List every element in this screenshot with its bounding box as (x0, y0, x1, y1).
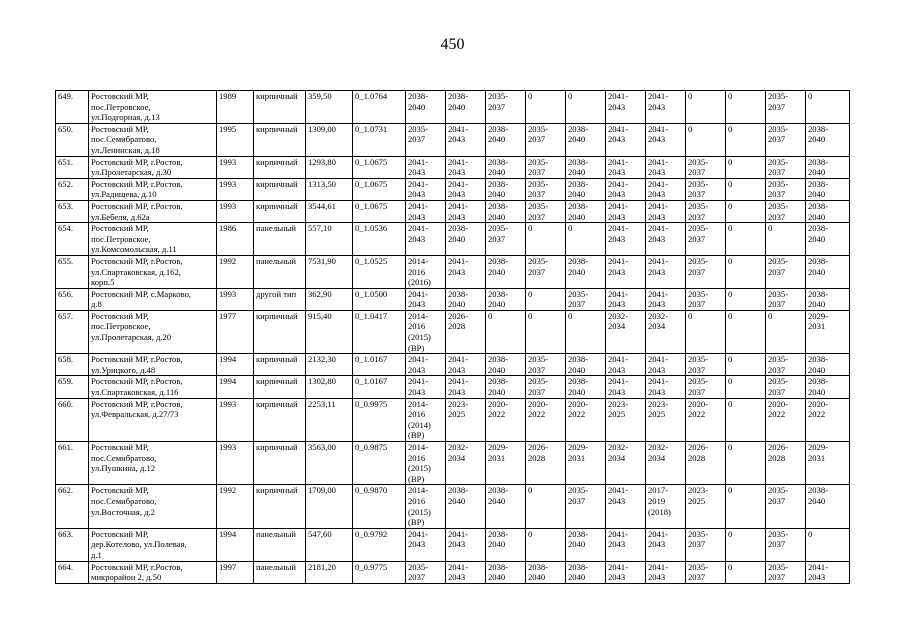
period-cell: 0 (726, 398, 766, 441)
period-cell: 2041- 2043 (606, 156, 646, 178)
period-cell: 2014- 2016 (2015) (ВР) (406, 485, 446, 528)
period-cell: 2038- 2040 (486, 528, 526, 561)
row-number: 661. (56, 442, 89, 485)
period-cell: 0 (806, 91, 850, 124)
period-cell: 2035- 2037 (526, 156, 566, 178)
area-cell: 7531,90 (306, 255, 353, 288)
period-cell: 2038- 2040 (806, 255, 850, 288)
material-cell: кирпичный (254, 123, 306, 156)
period-cell: 2035- 2037 (566, 288, 606, 310)
table-row (56, 156, 850, 178)
period-cell: 2035- 2037 (526, 123, 566, 156)
table-row (56, 561, 850, 583)
period-cell: 2035- 2037 (526, 354, 566, 376)
period-cell: 2035- 2037 (686, 200, 726, 222)
period-cell: 2041- 2043 (406, 354, 446, 376)
address-cell: Ростовский МР, пос.Петровское, ул.Пролетарская, д.20 (89, 310, 217, 353)
period-cell: 2029- 2031 (486, 442, 526, 485)
area-cell: 1309,00 (306, 123, 353, 156)
material-cell: панельный (254, 223, 306, 256)
period-cell: 0 (726, 255, 766, 288)
period-cell: 2026- 2028 (766, 442, 806, 485)
period-cell: 2035- 2037 (766, 123, 806, 156)
row-number: 664. (56, 561, 89, 583)
period-cell: 2020- 2022 (486, 398, 526, 441)
area-cell: 557,10 (306, 223, 353, 256)
period-cell: 0 (526, 288, 566, 310)
material-cell: кирпичный (254, 485, 306, 528)
period-cell: 2032- 2034 (646, 310, 686, 353)
material-cell: кирпичный (254, 354, 306, 376)
period-cell: 0 (726, 91, 766, 124)
area-cell: 362,90 (306, 288, 353, 310)
period-cell: 0 (766, 223, 806, 256)
period-cell: 2020- 2022 (766, 398, 806, 441)
row-number: 651. (56, 156, 89, 178)
area-cell: 1293,80 (306, 156, 353, 178)
period-cell: 2035- 2037 (686, 255, 726, 288)
period-cell: 0 (726, 223, 766, 256)
coefficient-cell: 0_0.9870 (353, 485, 406, 528)
period-cell: 2029- 2031 (806, 310, 850, 353)
housing-repair-schedule-table (55, 90, 850, 584)
period-cell: 2035- 2037 (766, 528, 806, 561)
row-number: 649. (56, 91, 89, 124)
row-number: 658. (56, 354, 89, 376)
address-cell: Ростовский МР, г.Ростов, ул.Радищева, д.10 (89, 178, 217, 200)
period-cell: 0 (726, 354, 766, 376)
table-row (56, 354, 850, 376)
area-cell: 1302,80 (306, 376, 353, 398)
period-cell: 2035- 2037 (766, 200, 806, 222)
coefficient-cell: 0_1.0500 (353, 288, 406, 310)
period-cell: 2038- 2040 (486, 200, 526, 222)
period-cell: 2035- 2037 (766, 255, 806, 288)
period-cell: 2038- 2040 (486, 178, 526, 200)
period-cell: 2041- 2043 (446, 561, 486, 583)
period-cell: 2035- 2037 (566, 485, 606, 528)
period-cell: 2035- 2037 (766, 178, 806, 200)
coefficient-cell: 0_1.0675 (353, 200, 406, 222)
period-cell: 0 (526, 528, 566, 561)
period-cell: 2041- 2043 (646, 376, 686, 398)
material-cell: кирпичный (254, 442, 306, 485)
period-cell: 2041- 2043 (446, 156, 486, 178)
year-cell: 1986 (217, 223, 254, 256)
period-cell: 2041- 2043 (406, 288, 446, 310)
period-cell: 2026- 2028 (446, 310, 486, 353)
table-row (56, 288, 850, 310)
period-cell: 0 (726, 376, 766, 398)
period-cell: 0 (686, 310, 726, 353)
period-cell: 0 (726, 156, 766, 178)
period-cell: 2038- 2040 (806, 288, 850, 310)
period-cell: 2038- 2040 (566, 561, 606, 583)
year-cell: 1994 (217, 528, 254, 561)
period-cell: 2041- 2043 (806, 561, 850, 583)
period-cell: 2038- 2040 (486, 561, 526, 583)
row-number: 654. (56, 223, 89, 256)
period-cell: 2020- 2022 (686, 398, 726, 441)
coefficient-cell: 0_1.0417 (353, 310, 406, 353)
period-cell: 2041- 2043 (446, 376, 486, 398)
coefficient-cell: 0_0.9775 (353, 561, 406, 583)
period-cell: 2041- 2043 (606, 123, 646, 156)
year-cell: 1993 (217, 156, 254, 178)
year-cell: 1994 (217, 376, 254, 398)
period-cell: 2038- 2040 (806, 485, 850, 528)
period-cell: 2038- 2040 (486, 255, 526, 288)
coefficient-cell: 0_1.0675 (353, 156, 406, 178)
period-cell: 0 (526, 91, 566, 124)
period-cell: 2041- 2043 (446, 178, 486, 200)
period-cell: 2023- 2025 (646, 398, 686, 441)
material-cell: другой тип (254, 288, 306, 310)
address-cell: Ростовский МР, г.Ростов, ул.Пролетарская, д.30 (89, 156, 217, 178)
period-cell: 2038- 2040 (566, 354, 606, 376)
period-cell: 2035- 2037 (766, 288, 806, 310)
period-cell: 2038- 2040 (406, 91, 446, 124)
period-cell: 2032- 2034 (646, 442, 686, 485)
row-number: 652. (56, 178, 89, 200)
row-number: 650. (56, 123, 89, 156)
period-cell: 2041- 2043 (606, 91, 646, 124)
row-number: 653. (56, 200, 89, 222)
page-number: 450 (440, 36, 465, 53)
table-row (56, 91, 850, 124)
period-cell: 2041- 2043 (646, 156, 686, 178)
period-cell: 2041- 2043 (646, 528, 686, 561)
address-cell: Ростовский МР, пос.Петровское, ул.Комсомольская, д.11 (89, 223, 217, 256)
year-cell: 1997 (217, 561, 254, 583)
row-number: 656. (56, 288, 89, 310)
material-cell: кирпичный (254, 376, 306, 398)
year-cell: 1993 (217, 200, 254, 222)
period-cell: 2014- 2016 (2016) (406, 255, 446, 288)
table-row (56, 528, 850, 561)
period-cell: 2035- 2037 (686, 354, 726, 376)
period-cell: 2035- 2037 (486, 91, 526, 124)
address-cell: Ростовский МР, г.Ростов, микрорайон 2, д.50 (89, 561, 217, 583)
period-cell: 2014- 2016 (2015) (ВР) (406, 442, 446, 485)
period-cell: 2041- 2043 (606, 223, 646, 256)
period-cell: 2035- 2037 (486, 223, 526, 256)
period-cell: 2035- 2037 (766, 485, 806, 528)
period-cell: 2032- 2034 (446, 442, 486, 485)
address-cell: Ростовский МР, пос.Семибратово, ул.Пушкина, д.12 (89, 442, 217, 485)
period-cell: 0 (806, 528, 850, 561)
period-cell: 2038- 2040 (566, 200, 606, 222)
period-cell: 2035- 2037 (686, 288, 726, 310)
period-cell: 2035- 2037 (406, 123, 446, 156)
period-cell: 2038- 2040 (806, 123, 850, 156)
table-row (56, 178, 850, 200)
material-cell: кирпичный (254, 200, 306, 222)
coefficient-cell: 0_1.0675 (353, 178, 406, 200)
table-row (56, 123, 850, 156)
area-cell: 3563,00 (306, 442, 353, 485)
period-cell: 2023- 2025 (606, 398, 646, 441)
period-cell: 2041- 2043 (606, 561, 646, 583)
period-cell: 0 (526, 223, 566, 256)
period-cell: 2035- 2037 (766, 91, 806, 124)
period-cell: 0 (686, 91, 726, 124)
period-cell: 2038- 2040 (806, 223, 850, 256)
period-cell: 2038- 2040 (806, 376, 850, 398)
period-cell: 2038- 2040 (486, 354, 526, 376)
table-row (56, 376, 850, 398)
period-cell: 0 (726, 310, 766, 353)
period-cell: 2041- 2043 (446, 255, 486, 288)
period-cell: 2020- 2022 (526, 398, 566, 441)
year-cell: 1993 (217, 288, 254, 310)
period-cell: 2041- 2043 (646, 255, 686, 288)
coefficient-cell: 0_1.0167 (353, 354, 406, 376)
period-cell: 2020- 2022 (566, 398, 606, 441)
material-cell: кирпичный (254, 398, 306, 441)
period-cell: 2041- 2043 (406, 178, 446, 200)
address-cell: Ростовский МР, с.Марково, д.8 (89, 288, 217, 310)
table-row (56, 223, 850, 256)
coefficient-cell: 0_0.9875 (353, 442, 406, 485)
period-cell: 2038- 2040 (446, 485, 486, 528)
area-cell: 1709,00 (306, 485, 353, 528)
year-cell: 1993 (217, 442, 254, 485)
material-cell: панельный (254, 561, 306, 583)
area-cell: 547,60 (306, 528, 353, 561)
period-cell: 2014- 2016 (2015) (ВР) (406, 310, 446, 353)
period-cell: 2041- 2043 (646, 354, 686, 376)
period-cell: 2041- 2043 (606, 255, 646, 288)
material-cell: кирпичный (254, 178, 306, 200)
year-cell: 1992 (217, 255, 254, 288)
period-cell: 0 (686, 123, 726, 156)
period-cell: 2020- 2022 (806, 398, 850, 441)
period-cell: 2038- 2040 (566, 178, 606, 200)
row-number: 659. (56, 376, 89, 398)
period-cell: 0 (766, 310, 806, 353)
year-cell: 1993 (217, 178, 254, 200)
period-cell: 2035- 2037 (406, 561, 446, 583)
area-cell: 915,40 (306, 310, 353, 353)
year-cell: 1989 (217, 91, 254, 124)
period-cell: 2035- 2037 (686, 178, 726, 200)
period-cell: 0 (566, 223, 606, 256)
area-cell: 2181,20 (306, 561, 353, 583)
period-cell: 2026- 2028 (526, 442, 566, 485)
period-cell: 2035- 2037 (686, 223, 726, 256)
area-cell: 2253,11 (306, 398, 353, 441)
period-cell: 2035- 2037 (686, 561, 726, 583)
period-cell: 2035- 2037 (526, 178, 566, 200)
period-cell: 2038- 2040 (806, 354, 850, 376)
row-number: 657. (56, 310, 89, 353)
period-cell: 2038- 2040 (806, 156, 850, 178)
coefficient-cell: 0_1.0167 (353, 376, 406, 398)
period-cell: 2041- 2043 (646, 91, 686, 124)
material-cell: кирпичный (254, 310, 306, 353)
period-cell: 2041- 2043 (606, 376, 646, 398)
period-cell: 2038- 2040 (566, 528, 606, 561)
period-cell: 2041- 2043 (646, 123, 686, 156)
year-cell: 1993 (217, 398, 254, 441)
table-body (56, 91, 850, 584)
period-cell: 2035- 2037 (686, 156, 726, 178)
period-cell: 2029- 2031 (566, 442, 606, 485)
period-cell: 2041- 2043 (606, 354, 646, 376)
period-cell: 2032- 2034 (606, 310, 646, 353)
period-cell: 2041- 2043 (606, 288, 646, 310)
period-cell: 0 (726, 528, 766, 561)
row-number: 660. (56, 398, 89, 441)
material-cell: кирпичный (254, 156, 306, 178)
period-cell: 2023- 2025 (686, 485, 726, 528)
period-cell: 2035- 2037 (526, 376, 566, 398)
period-cell: 2029- 2031 (806, 442, 850, 485)
period-cell: 2041- 2043 (646, 200, 686, 222)
period-cell: 2038- 2040 (566, 123, 606, 156)
period-cell: 2023- 2025 (446, 398, 486, 441)
period-cell: 0 (486, 310, 526, 353)
period-cell: 2035- 2037 (766, 561, 806, 583)
period-cell: 0 (726, 288, 766, 310)
period-cell: 2038- 2040 (446, 288, 486, 310)
period-cell: 2038- 2040 (486, 123, 526, 156)
period-cell: 2041- 2043 (606, 200, 646, 222)
period-cell: 2038- 2040 (806, 178, 850, 200)
address-cell: Ростовский МР, г.Ростов, ул.Спартаковская, д.162, корп.5 (89, 255, 217, 288)
period-cell: 2041- 2043 (406, 200, 446, 222)
period-cell: 2038- 2040 (566, 376, 606, 398)
period-cell: 2038- 2040 (566, 156, 606, 178)
period-cell: 2041- 2043 (406, 376, 446, 398)
period-cell: 0 (726, 442, 766, 485)
period-cell: 2038- 2040 (806, 200, 850, 222)
period-cell: 0 (566, 91, 606, 124)
period-cell: 2041- 2043 (606, 528, 646, 561)
period-cell: 2014- 2016 (2014) (ВР) (406, 398, 446, 441)
address-cell: Ростовский МР, г.Ростов, ул.Бебеля, д.62а (89, 200, 217, 222)
period-cell: 2035- 2037 (686, 528, 726, 561)
address-cell: Ростовский МР, пос.Семибратово, ул.Восточная, д.2 (89, 485, 217, 528)
period-cell: 0 (726, 485, 766, 528)
row-number: 662. (56, 485, 89, 528)
row-number: 663. (56, 528, 89, 561)
year-cell: 1992 (217, 485, 254, 528)
year-cell: 1994 (217, 354, 254, 376)
period-cell: 2041- 2043 (646, 561, 686, 583)
coefficient-cell: 0_1.0764 (353, 91, 406, 124)
row-number: 655. (56, 255, 89, 288)
period-cell: 2035- 2037 (766, 354, 806, 376)
area-cell: 1313,50 (306, 178, 353, 200)
area-cell: 359,50 (306, 91, 353, 124)
period-cell: 2041- 2043 (406, 156, 446, 178)
year-cell: 1995 (217, 123, 254, 156)
address-cell: Ростовский МР, г.Ростов, ул.Урицкого, д.48 (89, 354, 217, 376)
address-cell: Ростовский МР, дер.Котелово, ул.Полевая, д.1 (89, 528, 217, 561)
period-cell: 2041- 2043 (646, 178, 686, 200)
period-cell: 0 (566, 310, 606, 353)
table-row (56, 200, 850, 222)
table-row (56, 255, 850, 288)
period-cell: 0 (726, 200, 766, 222)
period-cell: 2038- 2040 (566, 255, 606, 288)
period-cell: 2041- 2043 (446, 354, 486, 376)
period-cell: 2038- 2040 (446, 223, 486, 256)
period-cell: 0 (526, 485, 566, 528)
period-cell: 2041- 2043 (406, 223, 446, 256)
period-cell: 2038- 2040 (486, 376, 526, 398)
period-cell: 2041- 2043 (406, 528, 446, 561)
period-cell: 2038- 2040 (526, 561, 566, 583)
coefficient-cell: 0_0.9975 (353, 398, 406, 441)
period-cell: 2041- 2043 (606, 178, 646, 200)
period-cell: 0 (526, 310, 566, 353)
period-cell: 2041- 2043 (446, 528, 486, 561)
period-cell: 2041- 2043 (446, 200, 486, 222)
table-row (56, 485, 850, 528)
period-cell: 2026- 2028 (686, 442, 726, 485)
material-cell: панельный (254, 528, 306, 561)
year-cell: 1977 (217, 310, 254, 353)
coefficient-cell: 0_1.0731 (353, 123, 406, 156)
area-cell: 3544,61 (306, 200, 353, 222)
period-cell: 2035- 2037 (766, 376, 806, 398)
address-cell: Ростовский МР, г.Ростов, ул.Февральская, д.27/73 (89, 398, 217, 441)
period-cell: 2032- 2034 (606, 442, 646, 485)
period-cell: 2038- 2040 (486, 156, 526, 178)
period-cell: 2035- 2037 (526, 200, 566, 222)
period-cell: 2041- 2043 (646, 223, 686, 256)
period-cell: 2035- 2037 (526, 255, 566, 288)
table-row (56, 442, 850, 485)
area-cell: 2132,30 (306, 354, 353, 376)
period-cell: 2041- 2043 (646, 288, 686, 310)
period-cell: 0 (726, 123, 766, 156)
coefficient-cell: 0_0.9792 (353, 528, 406, 561)
period-cell: 2038- 2040 (486, 485, 526, 528)
address-cell: Ростовский МР, пос.Петровское, ул.Подгорная, д.13 (89, 91, 217, 124)
period-cell: 2038- 2040 (446, 91, 486, 124)
period-cell: 2041- 2043 (606, 485, 646, 528)
table-row (56, 310, 850, 353)
table-row (56, 398, 850, 441)
period-cell: 2017- 2019 (2018) (646, 485, 686, 528)
period-cell: 2035- 2037 (766, 156, 806, 178)
period-cell: 0 (726, 178, 766, 200)
period-cell: 2035- 2037 (686, 376, 726, 398)
coefficient-cell: 0_1.0525 (353, 255, 406, 288)
material-cell: кирпичный (254, 91, 306, 124)
period-cell: 2041- 2043 (446, 123, 486, 156)
period-cell: 0 (726, 561, 766, 583)
address-cell: Ростовский МР, г.Ростов, ул.Спартаковская, д.116 (89, 376, 217, 398)
address-cell: Ростовский МР, пос.Семибратово, ул.Ленинская, д.18 (89, 123, 217, 156)
period-cell: 2038- 2040 (486, 288, 526, 310)
coefficient-cell: 0_1.0536 (353, 223, 406, 256)
material-cell: панельный (254, 255, 306, 288)
